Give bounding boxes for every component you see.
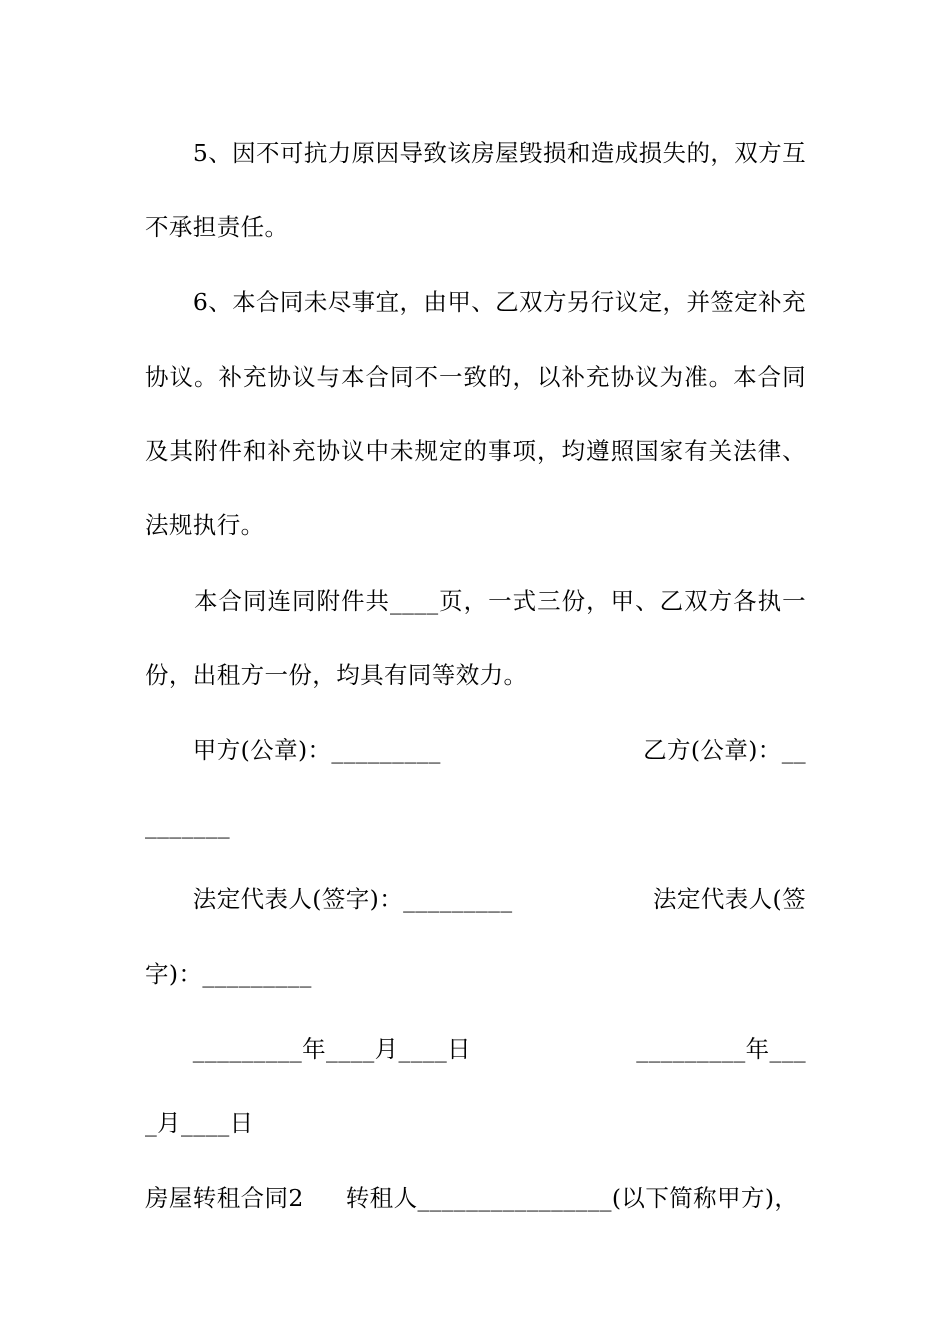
party-b-date: _________年___ [636,1035,806,1063]
date-row [145,1034,806,1064]
party-b-date-cont: _月____日 [145,1109,254,1137]
party-b-seal-cont: _______ [145,811,231,839]
next-contract-line [145,1183,798,1213]
next-contract-title: 房屋转租合同2 [145,1184,304,1212]
next-contract-text: 转租人________________(以下简称甲方)， [345,1184,799,1212]
clause-5-line-2: 不承担责任。 [145,213,289,241]
clause-6-line-2: 协议。补充协议与本合同不一致的，以补充协议为准。本合同 [145,363,806,391]
party-a-date: _________年____月____日 [145,1035,472,1063]
party-a-seal: 甲方(公章)：_________ [145,736,441,764]
clause-5-line-1: 5、因不可抗力原因导致该房屋毁损和造成损失的，双方互 [145,139,806,167]
copies-line-1: 本合同连同附件共____页，一式三份，甲、乙双方各执一 [145,587,806,615]
clause-6-line-3: 及其附件和补充协议中未规定的事项，均遵照国家有关法律、 [145,437,806,465]
representative-row [145,884,806,914]
party-b-representative-cont: 字)：_________ [145,960,312,988]
clause-6-line-4: 法规执行。 [145,511,265,539]
seal-row [145,735,806,765]
party-b-representative: 法定代表人(签 [653,885,806,913]
copies-line-2: 份，出租方一份，均具有同等效力。 [145,661,528,689]
party-b-seal: 乙方(公章)：__ [643,736,806,764]
party-a-representative: 法定代表人(签字)：_________ [145,885,513,913]
clause-6-line-1: 6、本合同未尽事宜，由甲、乙双方另行议定，并签定补充 [145,288,806,316]
